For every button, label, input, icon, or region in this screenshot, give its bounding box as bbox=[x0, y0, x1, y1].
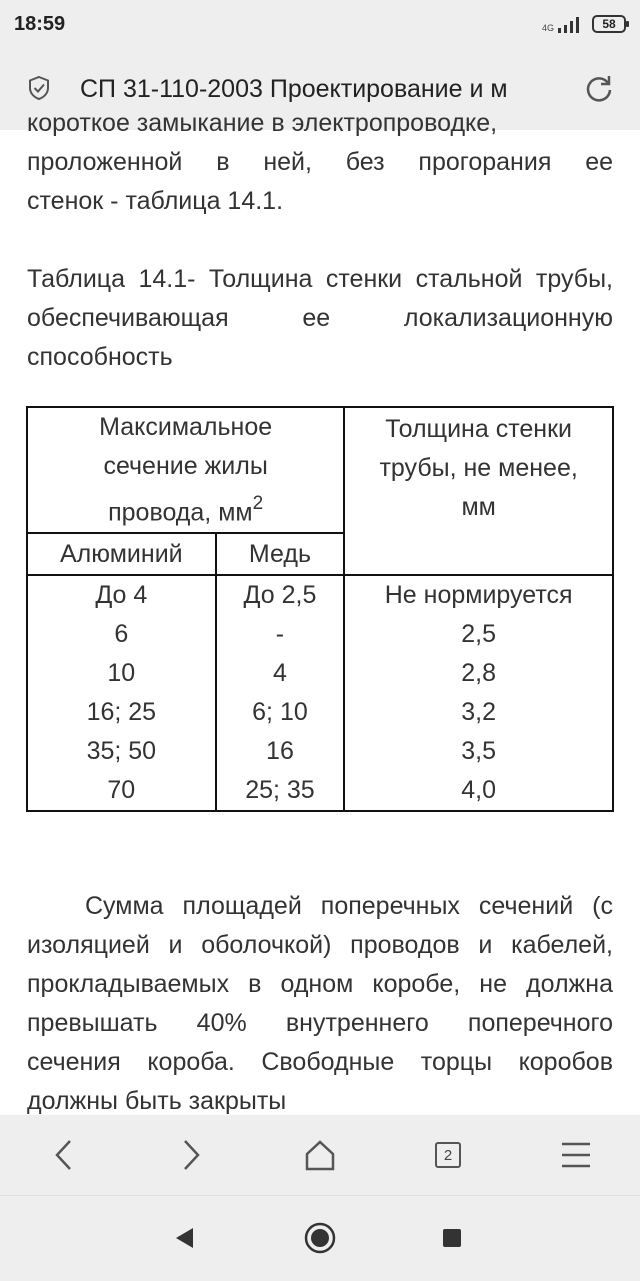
status-icons bbox=[542, 15, 626, 33]
table-cell: 3,2 bbox=[461, 698, 497, 727]
header-thickness bbox=[344, 407, 613, 575]
circle-home-icon bbox=[303, 1221, 337, 1255]
paragraph-1 bbox=[27, 143, 613, 221]
paragraph-1-line-1: проложенной в ней, без прогорания ее bbox=[27, 148, 613, 176]
header-copper: Медь bbox=[216, 533, 345, 575]
battery-icon bbox=[592, 15, 626, 33]
battery-level: 58 bbox=[602, 17, 616, 31]
table-caption: Таблица 14.1- Толщина стенки стальной трубы, обеспечивающая ее локализационную способность bbox=[27, 265, 613, 371]
status-bar bbox=[0, 0, 640, 48]
table-cell: 3,5 bbox=[461, 737, 497, 766]
chevron-left-icon bbox=[52, 1138, 76, 1172]
bottom-toolbar bbox=[0, 1115, 640, 1195]
forward-button[interactable] bbox=[171, 1135, 211, 1175]
chevron-right-icon bbox=[179, 1138, 203, 1172]
paragraph-1-line-2: стенок - таблица 14.1. bbox=[27, 187, 284, 215]
table-cell: 4,0 bbox=[461, 776, 497, 805]
paragraph-2: Сумма площадей поперечных сечений (с изоляцией и оболочкой) проводов и кабелей, прокладываемых в одном коробе, не должна превышать 40% внутреннего поперечного сечения короба. Свободные торцы коробов должны быть закрыты bbox=[27, 892, 613, 1115]
nav-recents-button[interactable] bbox=[430, 1216, 474, 1260]
table-cell: 2,8 bbox=[461, 659, 497, 688]
table-cell: До 4 bbox=[95, 581, 148, 610]
column-thickness bbox=[344, 575, 613, 811]
table-cell: 35; 50 bbox=[86, 737, 157, 766]
tabs-button[interactable] bbox=[428, 1135, 468, 1175]
square-recents-icon bbox=[441, 1227, 463, 1249]
cut-text-line: короткое замыкание в электропроводке, bbox=[27, 109, 498, 137]
status-time: 18:59 bbox=[14, 12, 66, 35]
table-cell: 16 bbox=[266, 737, 294, 766]
table-cell: 25; 35 bbox=[245, 776, 315, 805]
table-cell: До 2,5 bbox=[243, 581, 317, 610]
menu-icon bbox=[560, 1141, 592, 1169]
header-section-sup: 2 bbox=[252, 493, 264, 514]
header-aluminium: Алюминий bbox=[27, 533, 216, 575]
table-cell: - bbox=[275, 620, 285, 649]
signal-icon bbox=[542, 15, 582, 33]
table-cell: Не нормируется bbox=[384, 581, 573, 610]
table-cell: 2,5 bbox=[461, 620, 497, 649]
menu-button[interactable] bbox=[556, 1135, 596, 1175]
document-content[interactable] bbox=[0, 109, 640, 1115]
table-cell: 10 bbox=[107, 659, 136, 688]
table-cell: 6; 10 bbox=[252, 698, 308, 727]
header-section bbox=[27, 407, 344, 533]
nav-home-button[interactable] bbox=[298, 1216, 342, 1260]
page-title-text: СП 31-110-2003 Проектирование и м bbox=[80, 75, 508, 103]
header-thickness-text: Толщина стенки трубы, не менее, мм bbox=[379, 415, 578, 521]
wall-thickness-table bbox=[26, 406, 614, 812]
back-button[interactable] bbox=[44, 1135, 84, 1175]
shield-icon[interactable] bbox=[28, 76, 50, 105]
tabs-count: 2 bbox=[435, 1142, 461, 1168]
home-icon bbox=[303, 1138, 337, 1172]
header-section-text: Максимальное сечение жилы провода, мм bbox=[99, 413, 273, 527]
home-button[interactable] bbox=[300, 1135, 340, 1175]
column-copper bbox=[216, 575, 345, 811]
table-cell: 70 bbox=[107, 776, 136, 805]
system-nav-bar bbox=[0, 1195, 640, 1281]
table-cell: 16; 25 bbox=[86, 698, 157, 727]
column-aluminium bbox=[27, 575, 216, 811]
network-type: 4G bbox=[541, 23, 554, 33]
table-cell: 4 bbox=[273, 659, 287, 688]
triangle-back-icon bbox=[173, 1226, 195, 1250]
nav-back-button[interactable] bbox=[162, 1216, 206, 1260]
table-cell: 6 bbox=[114, 620, 129, 649]
